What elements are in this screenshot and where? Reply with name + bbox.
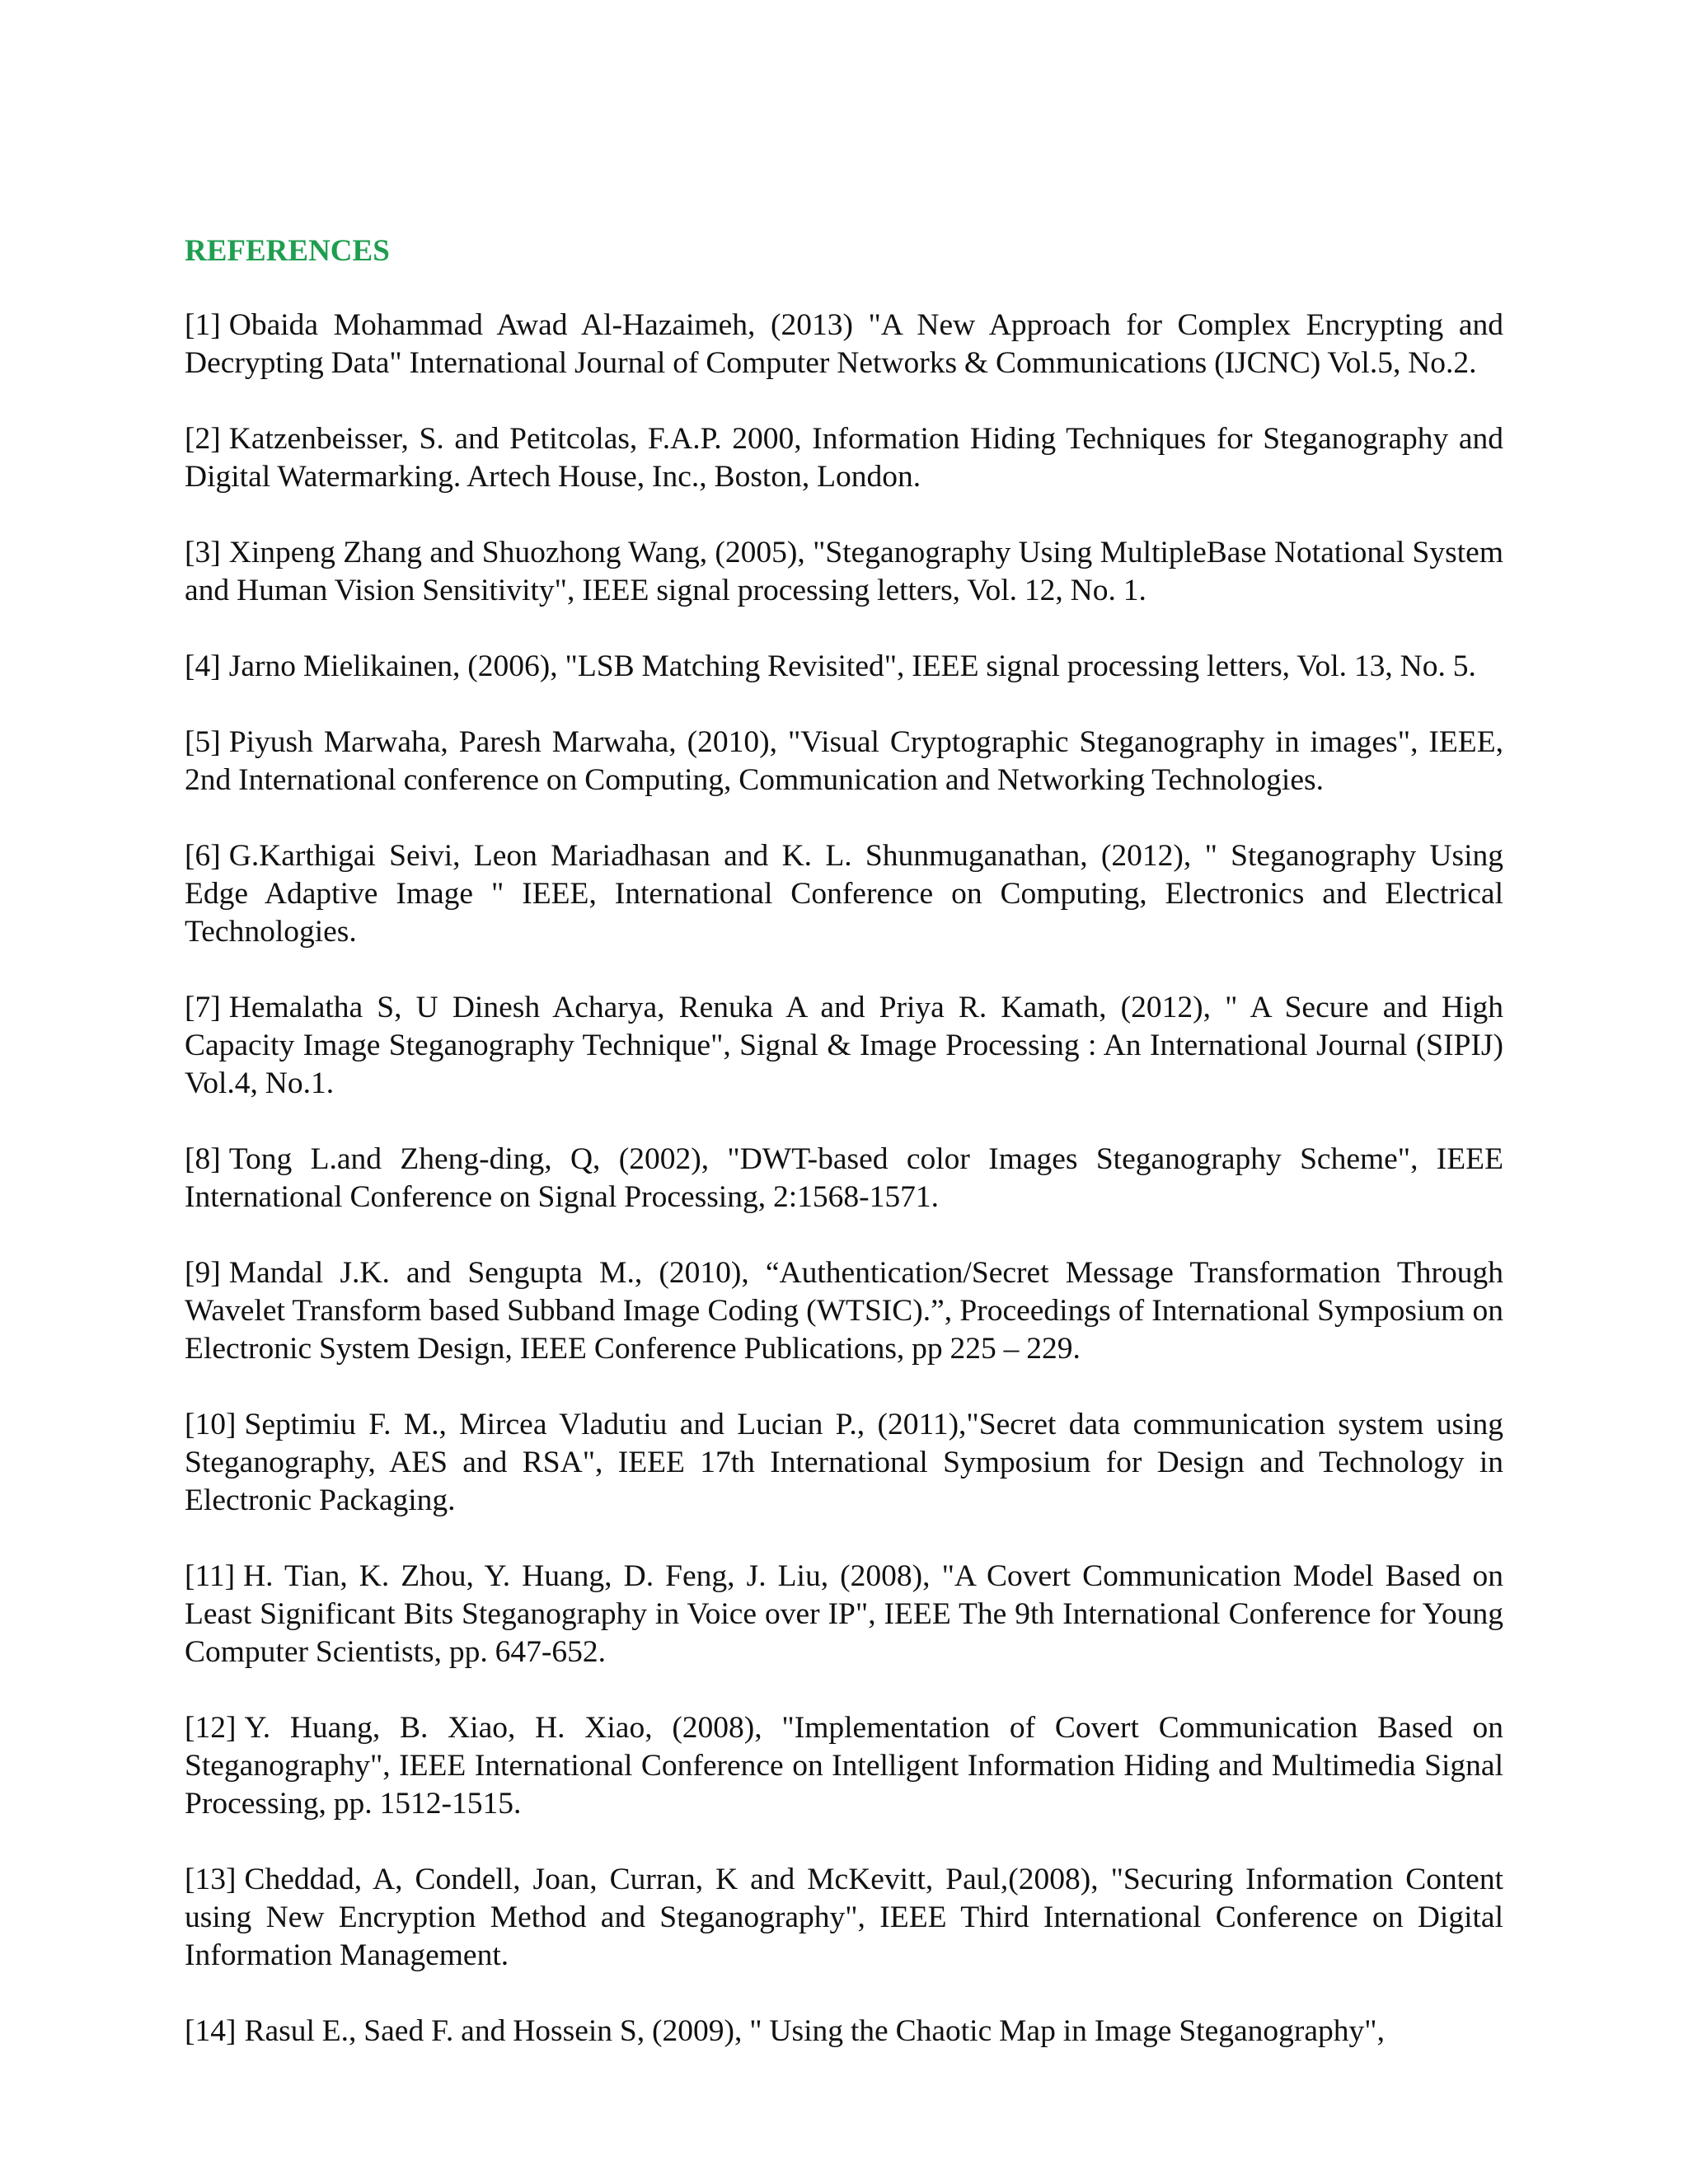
reference-number: [2] (185, 422, 221, 456)
reference-text: Xinpeng Zhang and Shuozhong Wang, (2005), "Steganography Using MultipleBase Notational System and Human Vision Sensitivity", IEEE signal processing letters, Vol. 12, No. 1. (185, 536, 1503, 607)
reference-item-5 (185, 724, 1503, 799)
reference-text: Katzenbeisser, S. and Petitcolas, F.A.P. 2000, Information Hiding Techniques for Steganography and Digital Watermarking. Artech House, Inc., Boston, London. (185, 422, 1503, 494)
reference-number: [5] (185, 725, 221, 759)
reference-text: Tong L.and Zheng-ding, Q, (2002), "DWT-based color Images Steganography Scheme", IEEE International Conference on Signal Processing, 2:1568-1571. (185, 1142, 1503, 1214)
reference-item-7 (185, 989, 1503, 1103)
reference-text: Hemalatha S, U Dinesh Acharya, Renuka A and Priya R. Kamath, (2012), " A Secure and High Capacity Image Steganography Technique", Signal & Image Processing : An International Journal (SIPIJ) Vol.4, No.1. (185, 991, 1503, 1100)
reference-number: [3] (185, 536, 221, 569)
reference-item-9 (185, 1254, 1503, 1368)
reference-item-13 (185, 1861, 1503, 1975)
reference-text: Obaida Mohammad Awad Al-Hazaimeh, (2013) "A New Approach for Complex Encrypting and Decrypting Data" International Journal of Computer Networks & Communications (IJCNC) Vol.5, No.2. (185, 308, 1503, 380)
reference-item-8 (185, 1141, 1503, 1216)
reference-number: [10] (185, 1408, 237, 1441)
reference-item-12 (185, 1709, 1503, 1823)
reference-text: H. Tian, K. Zhou, Y. Huang, D. Feng, J. Liu, (2008), "A Covert Communication Model Based on Least Significant Bits Steganography in Voice over IP", IEEE The 9th International Conference for Young Computer Scientists, pp. 647-652. (185, 1559, 1503, 1669)
reference-number: [6] (185, 839, 221, 873)
reference-item-3 (185, 534, 1503, 610)
reference-item-6 (185, 837, 1503, 951)
reference-item-4 (185, 648, 1503, 686)
reference-number: [1] (185, 308, 221, 342)
reference-text: Cheddad, A, Condell, Joan, Curran, K and McKevitt, Paul,(2008), "Securing Information Content using New Encryption Method and Steganography", IEEE Third International Conference on Digital Information Management. (185, 1863, 1503, 1972)
reference-text: Rasul E., Saed F. and Hossein S, (2009), " Using the Chaotic Map in Image Steganography", (244, 2014, 1385, 2048)
reference-item-10 (185, 1406, 1503, 1520)
reference-number: [4] (185, 649, 221, 683)
reference-number: [13] (185, 1863, 237, 1896)
reference-item-2 (185, 420, 1503, 496)
reference-item-11 (185, 1558, 1503, 1671)
reference-number: [9] (185, 1256, 221, 1290)
reference-number: [14] (185, 2014, 237, 2048)
reference-number: [7] (185, 991, 221, 1024)
reference-number: [8] (185, 1142, 221, 1176)
reference-number: [11] (185, 1559, 236, 1593)
reference-text: G.Karthigai Seivi, Leon Mariadhasan and K. L. Shunmuganathan, (2012), " Steganography Using Edge Adaptive Image " IEEE, International Conference on Computing, Electronics and Electrical Technologies. (185, 839, 1503, 949)
reference-text: Mandal J.K. and Sengupta M., (2010), “Authentication/Secret Message Transformation Through Wavelet Transform based Subband Image Coding (WTSIC).”, Proceedings of International Symposium on Electronic System Design, IEEE Conference Publications, pp 225 – 229. (185, 1256, 1503, 1366)
reference-number: [12] (185, 1711, 237, 1745)
reference-text: Septimiu F. M., Mircea Vladutiu and Lucian P., (2011),"Secret data communication system using Steganography, AES and RSA", IEEE 17th International Symposium for Design and Technology in Electronic Packaging. (185, 1408, 1503, 1517)
reference-item-1 (185, 307, 1503, 382)
reference-item-14 (185, 2013, 1503, 2050)
reference-list (185, 307, 1503, 2050)
reference-text: Jarno Mielikainen, (2006), "LSB Matching Revisited", IEEE signal processing letters, Vol. 13, No. 5. (228, 649, 1476, 683)
reference-text: Y. Huang, B. Xiao, H. Xiao, (2008), "Implementation of Covert Communication Based on Steganography", IEEE International Conference on Intelligent Information Hiding and Multimedia Signal Processing, pp. 1512-1515. (185, 1711, 1503, 1821)
references-section (185, 232, 1503, 2088)
reference-text: Piyush Marwaha, Paresh Marwaha, (2010), "Visual Cryptographic Steganography in images", IEEE, 2nd International conference on Computing, Communication and Networking Technologies. (185, 725, 1503, 797)
section-heading: REFERENCES (185, 234, 390, 268)
